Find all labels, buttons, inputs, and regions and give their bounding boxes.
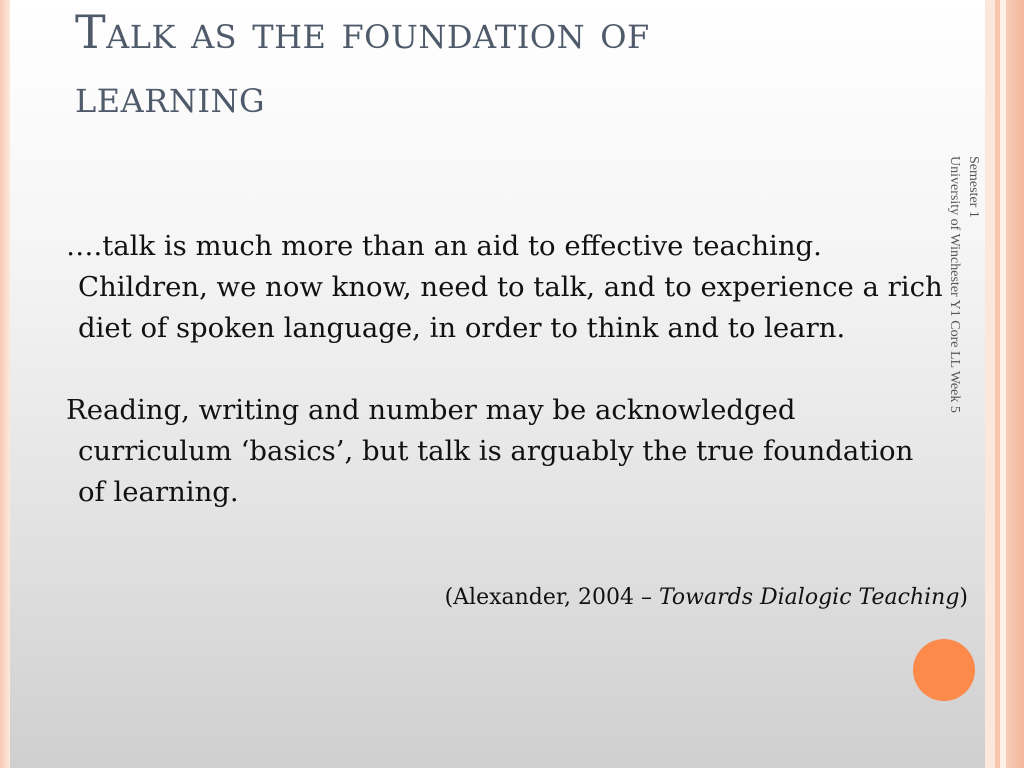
quote-paragraph-2: Reading, writing and number may be acknowledged curriculum ‘basics’, but talk is arguably the true foundation of learning. bbox=[66, 394, 914, 508]
citation-prefix: (Alexander, 2004 – bbox=[444, 585, 659, 610]
citation-suffix: ) bbox=[959, 585, 968, 610]
right-border-stripe bbox=[1006, 0, 1024, 768]
footer-line-1: Semester 1 bbox=[966, 156, 981, 218]
slide-footer bbox=[943, 156, 983, 576]
quote-body bbox=[66, 226, 946, 513]
right-border-stripe bbox=[985, 0, 995, 768]
footer-line-2: University of Winchester Y1 Core LL Week 5 bbox=[947, 156, 962, 413]
left-edge-border bbox=[0, 0, 10, 768]
citation bbox=[445, 583, 968, 613]
slide-title-line1: Talk as the foundation of bbox=[75, 5, 650, 59]
slide-title bbox=[75, 0, 955, 128]
quote-paragraph-1: ….talk is much more than an aid to effective teaching. Children, we now know, need to talk, and to experience a rich diet of spoken language, in order to think and to learn. bbox=[66, 230, 943, 344]
citation-work-title: Towards Dialogic Teaching bbox=[658, 585, 960, 610]
decorative-orange-circle bbox=[913, 639, 975, 701]
slide-title-line2: learning bbox=[75, 69, 266, 123]
